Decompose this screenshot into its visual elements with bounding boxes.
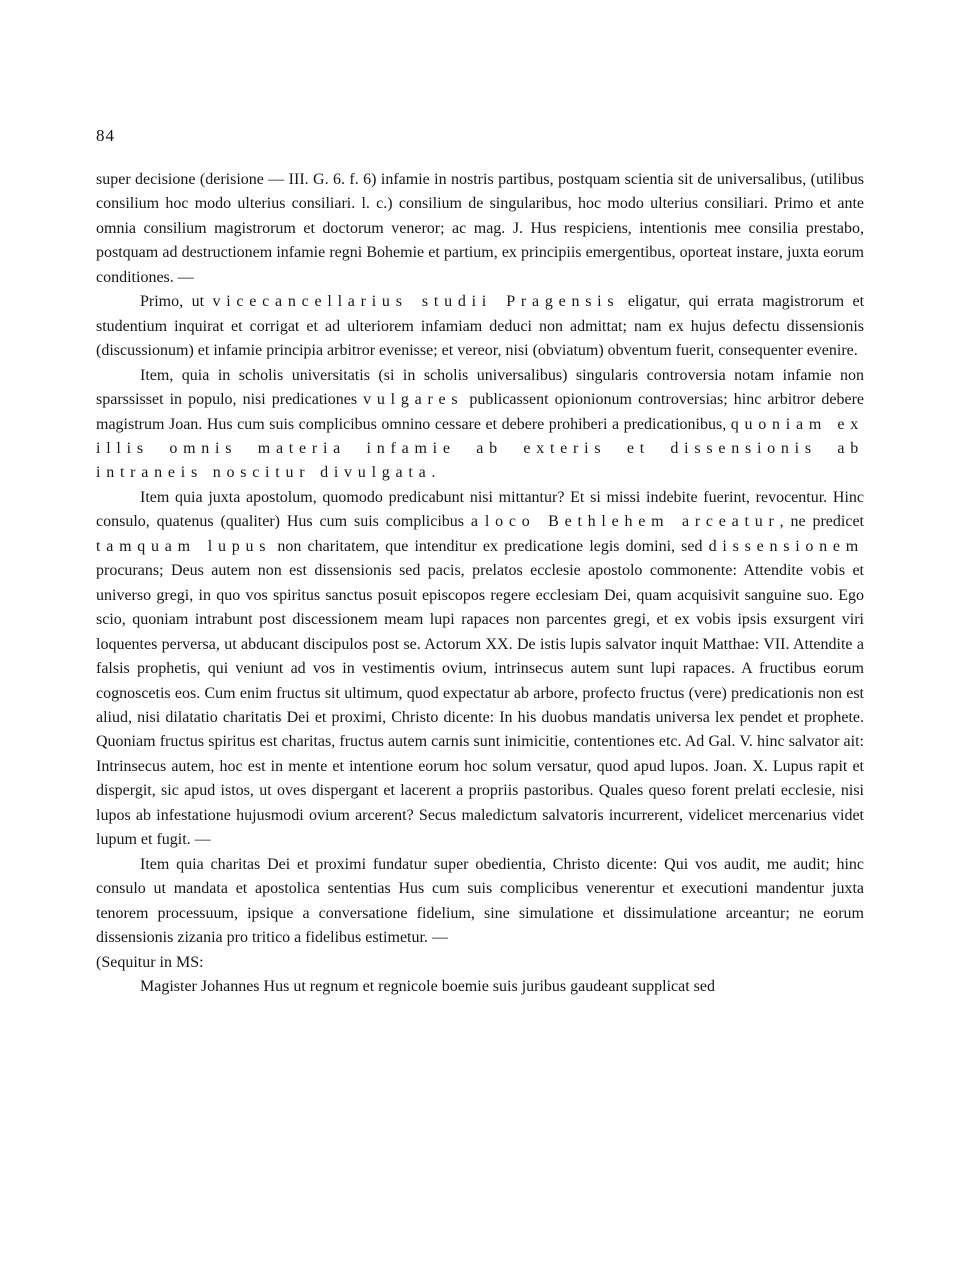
spaced-text-run: vulgares xyxy=(363,391,464,409)
text-run: Item, quia in scholis universitatis (si in scholis universalibus) singularis controversia notam infamie non sparssisset in populo, nisi predicationes xyxy=(96,366,864,409)
text-run: , ne predicet xyxy=(779,513,865,531)
text-run: publicassent opionionum controversias; hinc arbitror debere magistrum Joan. Hus cum suis complicibus omnino cessare et debere prohiberi a predicationibus, xyxy=(96,391,864,433)
paragraph xyxy=(96,951,864,975)
text-run: (Sequitur in MS: xyxy=(96,953,204,971)
spaced-text-run: tamquam lupus xyxy=(96,537,272,555)
body-text xyxy=(96,168,864,999)
paragraph xyxy=(96,486,864,853)
text-run: non charitatem, que intenditur ex predicatione legis domini, sed xyxy=(271,537,709,555)
text-run: super decisione (derisione — III. G. 6. f. 6) infamie in nostris partibus, postquam scientia sit de universalibus, (utilibus consilium hoc modo ulterius consiliari. l. c.) consilium de singularibus, hoc modo ulterius consiliari. Primo et ante omnia consilium magistrorum et doctorum veneror; ac mag. J. Hus respiciens, intentionis mee consilia prestabo, postquam ad destructionem infamie regni Bohemie et partium, ex principiis emergentibus, oporteat instare, juxta eorum conditiones. — xyxy=(96,171,864,286)
paragraph xyxy=(96,364,864,486)
text-run: eligatur, qui errata magistrorum et studentium inquirat et corrigat et ad ulteriorem infamiam deduci non admittat; nam ex hujus defectu dissensionis (discussionum) et infamie principia arbitror evenisse; et vereor, nisi (obviatum) obventum fuerit, consequenter evenire. xyxy=(96,293,865,360)
text-run: Magister Johannes Hus ut regnum et regnicole boemie suis juribus gaudeant supplicat sed xyxy=(140,977,715,995)
text-run: . xyxy=(431,464,436,482)
spaced-text-run: dissensionem xyxy=(708,537,864,555)
text-run: Item quia charitas Dei et proximi fundatur super obedientia, Christo dicente: Qui vos audit, me audit; hinc consulo ut mandata et apostolica sententias Hus cum suis complicibus venerentur et executioni mandentur juxta tenorem processuum, ipsique a conversatione fidelium, sine simulatione et dissimulatione arceantur; ne eorum dissensionis zizania pro tritico a fidelibus estimetur. — xyxy=(96,855,864,947)
paragraph xyxy=(96,853,864,951)
paragraph xyxy=(96,290,864,363)
paragraph xyxy=(96,975,864,999)
spaced-text-run: quoniam ex illis omnis materia infamie ab exteris et dissensionis ab intraneis noscitur divulgata xyxy=(96,415,864,482)
text-run: procurans; Deus autem non est dissensionis sed pacis, prelatos ecclesie apostolo commonente: Attendite vobis et universo gregi, in quo vos spiritus sanctus posuit episcopos regere ecclesiam Dei, quam acquisivit sanguine suo. Ego scio, quoniam intrabunt post discessionem meam lupi rapaces non parcentes gregi, et ex vobis ipsis exsurgent viri loquentes perversa, ut abducant discipulos post se. Actorum XX. De istis lupis salvator inquit Matthae: VII. Attendite a falsis prophetis, qui veniunt ad vos in vestimentis ovium, intrinsecus autem sunt lupi rapaces. A fructibus eorum cognoscetis eos. Cum enim fructus sit ultimum, quod expectatur ab arbore, profecto fructus (vere) predicationis non est aliud, nisi dilatatio charitatis Dei et proximi, Christo dicente: In his duobus mandatis universa lex pendet et prophete. Quoniam fructus spiritus est charitas, fructus autem carnis sunt inimicitie, contentiones etc. Ad Gal. V. hinc salvator ait: Intrinsecus autem, hoc est in mente et intentione eorum hoc solum versatur, quod apud lupos. Joan. X. Lupus rapit et dispergit, sic apud istos, ut oves dispergant et lacerent a propriis pastoribus. Quales queso forent prelati ecclesie, nisi lupos ab infestatione hujusmodi ovium arcerent? Secus maledictum salvatoris incurrerent, videlicet mercenarius videt lupum et fugit. — xyxy=(96,562,864,849)
spaced-text-run: loco Bethlehem arceatur xyxy=(484,513,780,531)
page-number: 84 xyxy=(96,126,115,145)
text-run: Primo, ut xyxy=(140,293,213,311)
paragraph xyxy=(96,168,864,290)
spaced-text-run: vicecancellarius studii Pragensis xyxy=(212,293,620,311)
text-run: Item quia juxta apostolum, quomodo predicabunt nisi mittantur? Et si missi indebite fuerint, revocentur. Hinc consulo, quatenus (qualiter) Hus cum suis complicibus a xyxy=(96,488,864,531)
